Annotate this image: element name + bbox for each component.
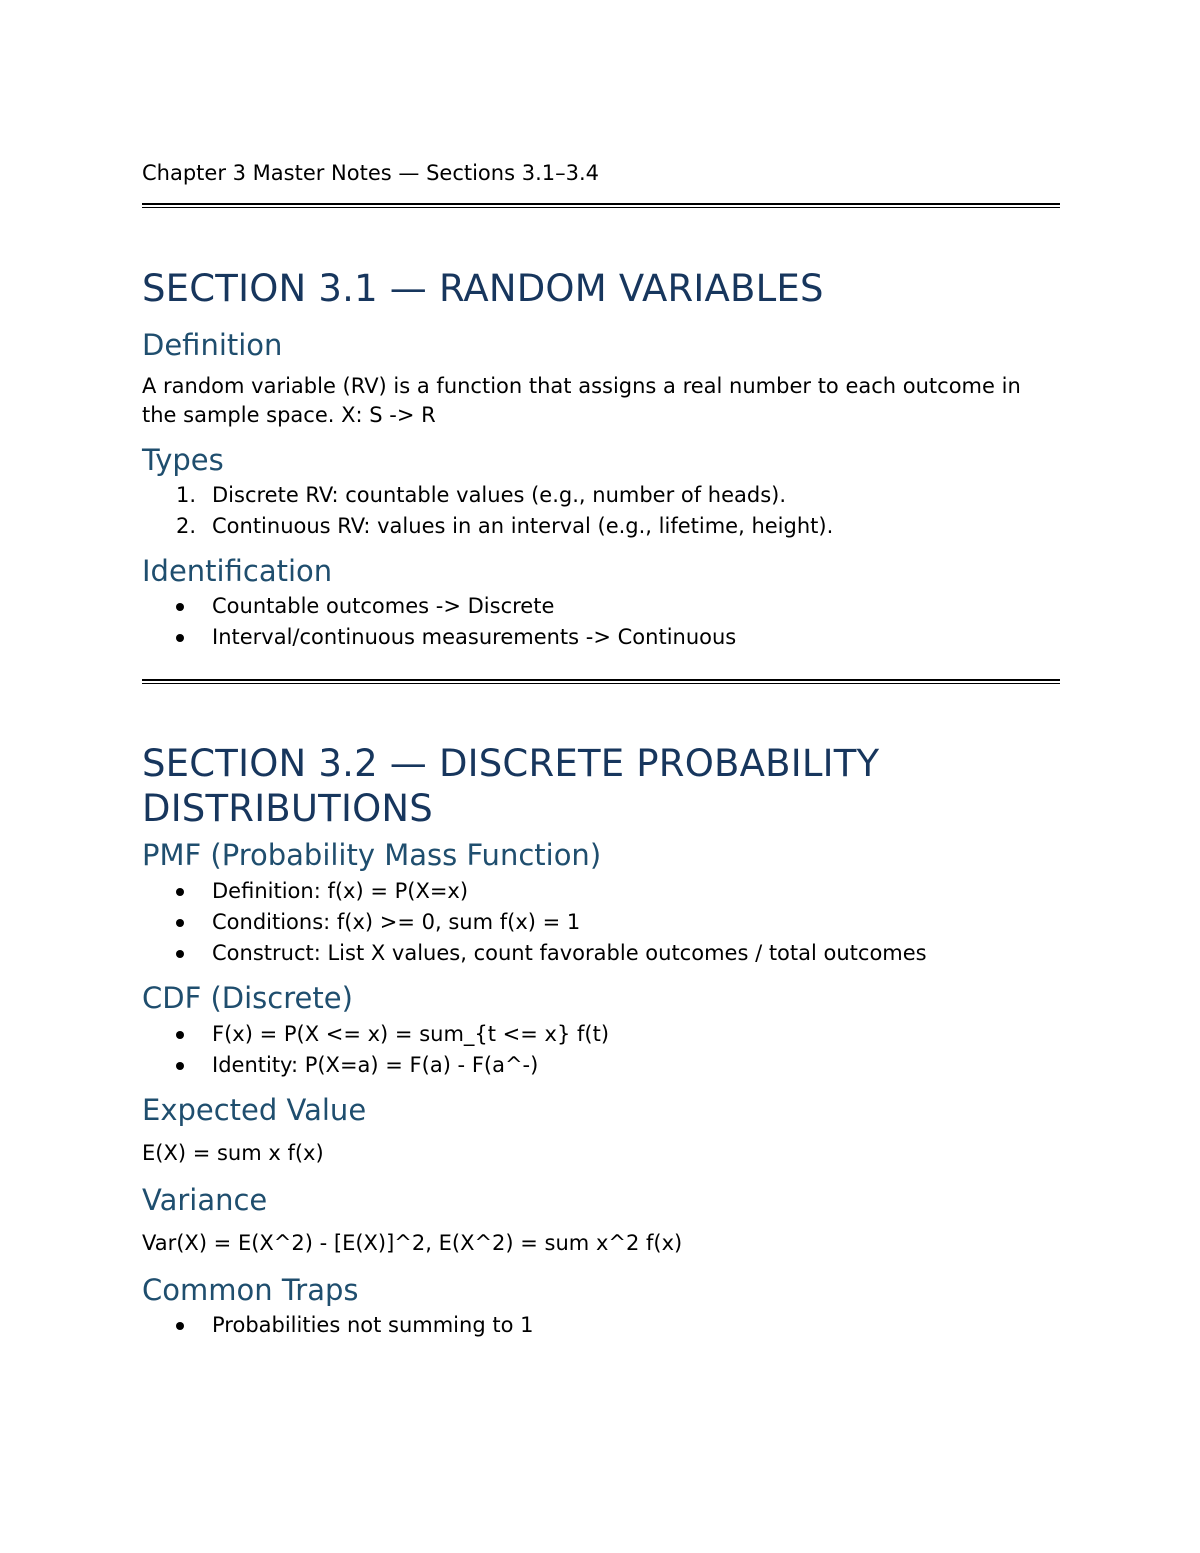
list-item [142, 1310, 1060, 1341]
bullet-icon [176, 950, 184, 958]
pmf-list [142, 876, 1060, 969]
list-item-text: Identity: P(X=a) = F(a) - F(a^-) [212, 1053, 539, 1077]
subheading-variance: Variance [142, 1183, 268, 1217]
section-divider [142, 679, 1060, 684]
list-item-text: Continuous RV: values in an interval (e.g., lifetime, height). [212, 514, 834, 538]
list-item-text: Construct: List X values, count favorable outcomes / total outcomes [212, 941, 927, 965]
list-item-text: Conditions: f(x) >= 0, sum f(x) = 1 [212, 910, 581, 934]
list-item [142, 1019, 1060, 1050]
list-item-text: Countable outcomes -> Discrete [212, 594, 555, 618]
list-item-text: Probabilities not summing to 1 [212, 1313, 534, 1337]
bullet-icon [176, 634, 184, 642]
section-3-1 [142, 266, 1060, 653]
bullet-icon [176, 919, 184, 927]
bullet-icon [176, 1031, 184, 1039]
list-item [142, 1050, 1060, 1081]
list-item [142, 907, 1060, 938]
common-traps-list [142, 1310, 1060, 1341]
subheading-definition: Definition [142, 328, 283, 362]
list-item [142, 938, 1060, 969]
list-item [142, 591, 1060, 622]
list-number: 1. [176, 483, 197, 507]
definition-text: A random variable (RV) is a function that assigns a real number to each outcome in the sample space. X: S -> R [142, 374, 1021, 427]
subheading-common-traps: Common Traps [142, 1273, 359, 1307]
section-title: SECTION 3.1 — RANDOM VARIABLES [142, 267, 824, 310]
bullet-icon [176, 603, 184, 611]
bullet-icon [176, 888, 184, 896]
subheading-pmf: PMF (Probability Mass Function) [142, 838, 602, 872]
expected-value-text: E(X) = sum x f(x) [142, 1141, 324, 1165]
list-item [142, 480, 1060, 511]
list-item [142, 511, 1060, 542]
bullet-icon [176, 1322, 184, 1330]
subheading-expected-value: Expected Value [142, 1093, 367, 1127]
subheading-identification: Identification [142, 554, 333, 588]
bullet-icon [176, 1062, 184, 1070]
list-item-text: Definition: f(x) = P(X=x) [212, 879, 469, 903]
title-divider [142, 203, 1060, 208]
section-title: SECTION 3.2 — DISCRETE PROBABILITY DISTRIBUTIONS [142, 742, 880, 830]
section-3-2 [142, 741, 1060, 1341]
list-number: 2. [176, 514, 197, 538]
document-title: Chapter 3 Master Notes — Sections 3.1–3.4 [142, 161, 599, 185]
list-item-text: Interval/continuous measurements -> Continuous [212, 625, 737, 649]
subheading-types: Types [142, 443, 224, 477]
cdf-list [142, 1019, 1060, 1081]
subheading-cdf: CDF (Discrete) [142, 981, 353, 1015]
list-item-text: Discrete RV: countable values (e.g., number of heads). [212, 483, 787, 507]
variance-text: Var(X) = E(X^2) - [E(X)]^2, E(X^2) = sum x^2 f(x) [142, 1231, 683, 1255]
list-item [142, 622, 1060, 653]
list-item [142, 876, 1060, 907]
identification-list [142, 591, 1060, 653]
types-list [142, 480, 1060, 542]
list-item-text: F(x) = P(X <= x) = sum_{t <= x} f(t) [212, 1022, 610, 1046]
